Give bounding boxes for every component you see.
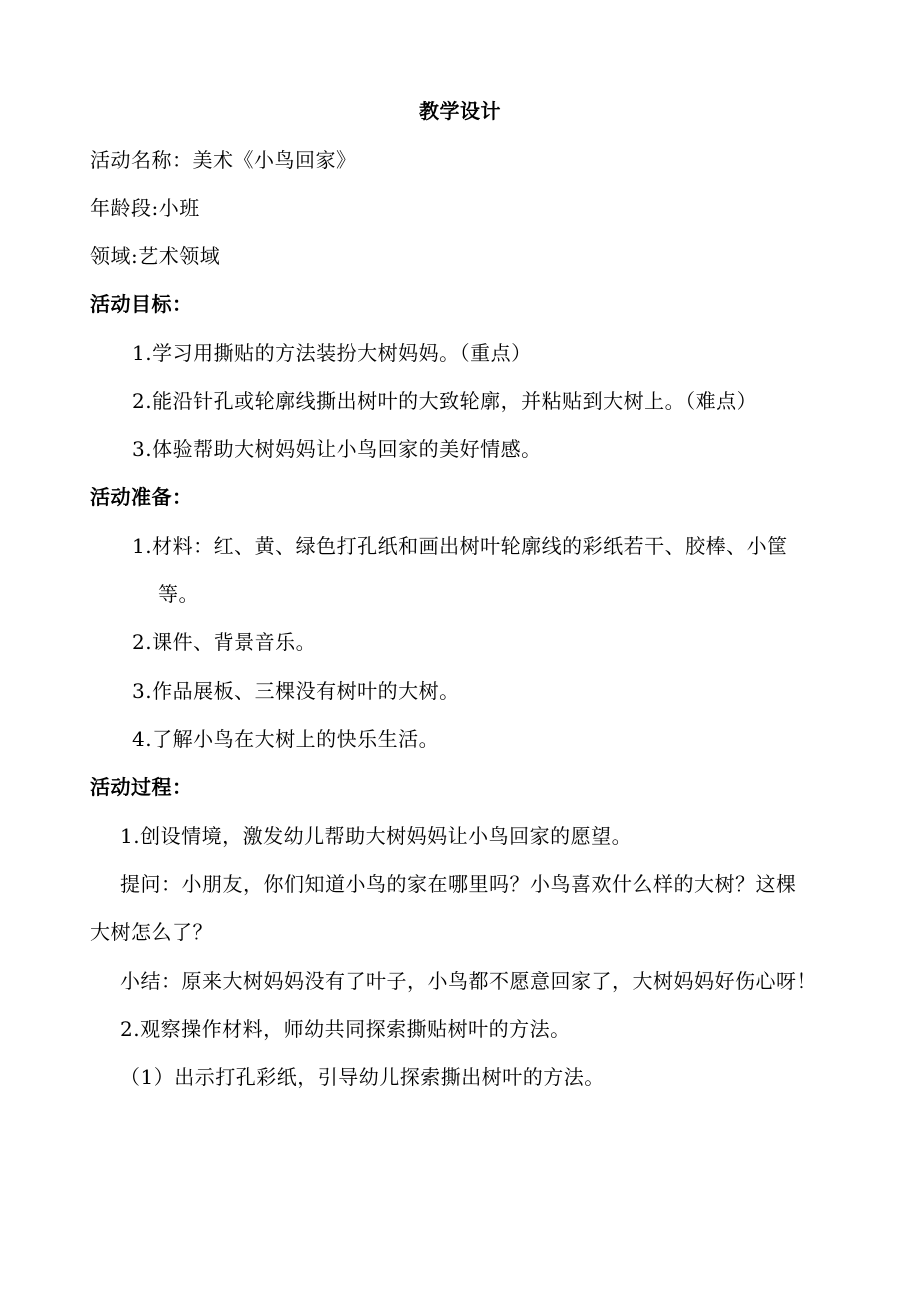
process-step-2: 2.观察操作材料，师幼共同探索撕贴树叶的方法。 xyxy=(120,1017,571,1041)
goals-heading: 活动目标： xyxy=(90,292,193,316)
activity-name: 活动名称：美术《小鸟回家》 xyxy=(90,148,357,172)
preparation-item-1-line-1: 1.材料：红、黄、绿色打孔纸和画出树叶轮廓线的彩纸若干、胶棒、小筐 xyxy=(132,534,788,558)
preparation-item-1-line-2: 等。 xyxy=(158,582,199,606)
process-step-1: 1.创设情境，激发幼儿帮助大树妈妈让小鸟回家的愿望。 xyxy=(120,824,633,848)
field: 领域:艺术领域 xyxy=(90,244,221,268)
preparation-item-3: 3.作品展板、三棵没有树叶的大树。 xyxy=(132,679,460,703)
goal-item-2: 2.能沿针孔或轮廓线撕出树叶的大致轮廓，并粘贴到大树上。（难点） xyxy=(132,389,758,413)
process-heading: 活动过程： xyxy=(90,775,193,799)
document-title: 教学设计 xyxy=(419,99,501,123)
goal-item-3: 3.体验帮助大树妈妈让小鸟回家的美好情感。 xyxy=(132,437,542,461)
age-group: 年龄段:小班 xyxy=(90,196,200,220)
preparation-item-4: 4.了解小鸟在大树上的快乐生活。 xyxy=(132,727,440,751)
preparation-heading: 活动准备： xyxy=(90,485,193,509)
process-question-line-2: 大树怎么了？ xyxy=(90,920,213,944)
process-step-2-sub-1: （1）出示打孔彩纸，引导幼儿探索撕出树叶的方法。 xyxy=(120,1065,605,1089)
goal-item-1: 1.学习用撕贴的方法装扮大树妈妈。（重点） xyxy=(132,341,532,365)
process-summary: 小结：原来大树妈妈没有了叶子，小鸟都不愿意回家了，大树妈妈好伤心呀！ xyxy=(120,969,817,993)
preparation-item-2: 2.课件、背景音乐。 xyxy=(132,630,317,654)
process-question-line-1: 提问：小朋友，你们知道小鸟的家在哪里吗？小鸟喜欢什么样的大树？这棵 xyxy=(120,872,797,896)
